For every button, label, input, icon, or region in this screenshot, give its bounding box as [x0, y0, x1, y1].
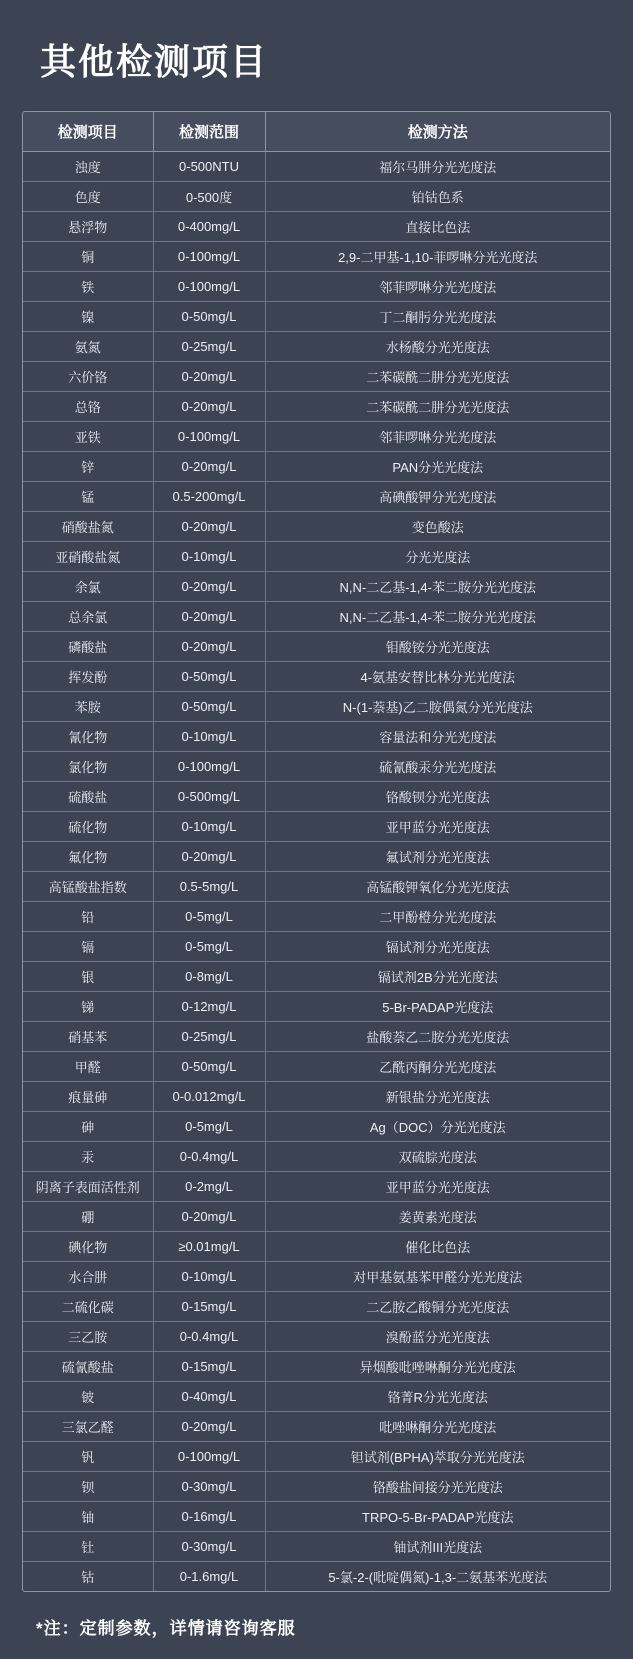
table-cell-item: 银 [23, 962, 153, 992]
table-cell-item: 水合肼 [23, 1262, 153, 1292]
table-cell-item: 磷酸盐 [23, 632, 153, 662]
table-cell-method: 铬菁R分光光度法 [265, 1382, 610, 1412]
table-cell-method: 吡唑啉酮分光光度法 [265, 1412, 610, 1442]
table-cell-range: 0-20mg/L [153, 1202, 265, 1232]
table-cell-method: 催化比色法 [265, 1232, 610, 1262]
table-cell-item: 苯胺 [23, 692, 153, 722]
table-cell-range: 0-50mg/L [153, 302, 265, 332]
table-cell-method: 二甲酚橙分光光度法 [265, 902, 610, 932]
table-cell-range: 0-30mg/L [153, 1532, 265, 1562]
table-cell-range: 0-20mg/L [153, 1412, 265, 1442]
table-row [23, 512, 610, 542]
table-cell-method: 异烟酸吡唑啉酮分光光度法 [265, 1352, 610, 1382]
table-row [23, 272, 610, 302]
table-cell-method: 铬酸钡分光光度法 [265, 782, 610, 812]
table-cell-range: 0-8mg/L [153, 962, 265, 992]
table-row [23, 1022, 610, 1052]
table-cell-item: 镉 [23, 932, 153, 962]
table-row [23, 842, 610, 872]
table-row [23, 1142, 610, 1172]
table-cell-method: 福尔马肼分光光度法 [265, 152, 610, 182]
table-cell-method: TRPO-5-Br-PADAP光度法 [265, 1502, 610, 1532]
spec-table [23, 112, 610, 1591]
table-cell-item: 铁 [23, 272, 153, 302]
page-title: 其他检测项目 [40, 41, 269, 82]
table-cell-item: 铜 [23, 242, 153, 272]
table-cell-method: 乙酰丙酮分光光度法 [265, 1052, 610, 1082]
table-cell-range: 0-10mg/L [153, 722, 265, 752]
table-row [23, 332, 610, 362]
table-cell-range: 0-100mg/L [153, 272, 265, 302]
table-cell-item: 硫酸盐 [23, 782, 153, 812]
table-row [23, 932, 610, 962]
table-header-row [23, 112, 610, 152]
table-cell-method: 分光光度法 [265, 542, 610, 572]
table-row [23, 542, 610, 572]
table-cell-method: 二苯碳酰二肼分光光度法 [265, 362, 610, 392]
table-row [23, 242, 610, 272]
table-row [23, 1322, 610, 1352]
table-cell-range: 0-20mg/L [153, 392, 265, 422]
table-cell-item: 氯化物 [23, 752, 153, 782]
table-cell-method: 新银盐分光光度法 [265, 1082, 610, 1112]
table-cell-item: 高锰酸盐指数 [23, 872, 153, 902]
table-cell-range: 0-20mg/L [153, 512, 265, 542]
table-cell-method: 盐酸萘乙二胺分光光度法 [265, 1022, 610, 1052]
table-cell-method: 亚甲蓝分光光度法 [265, 812, 610, 842]
table-cell-range: 0-16mg/L [153, 1502, 265, 1532]
table-cell-item: 二硫化碳 [23, 1292, 153, 1322]
table-row [23, 1202, 610, 1232]
table-cell-item: 钡 [23, 1472, 153, 1502]
table-row [23, 302, 610, 332]
spec-table-container [22, 111, 611, 1592]
table-row [23, 812, 610, 842]
table-cell-range: 0-0.4mg/L [153, 1142, 265, 1172]
table-cell-range: 0-100mg/L [153, 752, 265, 782]
table-cell-range: 0-0.012mg/L [153, 1082, 265, 1112]
table-cell-item: 钴 [23, 1562, 153, 1592]
table-cell-range: 0-5mg/L [153, 902, 265, 932]
table-cell-item: 钍 [23, 1532, 153, 1562]
table-cell-method: Ag（DOC）分光光度法 [265, 1112, 610, 1142]
table-row [23, 1172, 610, 1202]
table-cell-item: 硝酸盐氮 [23, 512, 153, 542]
table-cell-method: 亚甲蓝分光光度法 [265, 1172, 610, 1202]
table-cell-item: 碘化物 [23, 1232, 153, 1262]
table-cell-method: 溴酚蓝分光光度法 [265, 1322, 610, 1352]
table-cell-item: 硫化物 [23, 812, 153, 842]
table-cell-method: 氟试剂分光光度法 [265, 842, 610, 872]
table-cell-range: 0-5mg/L [153, 932, 265, 962]
table-cell-item: 铍 [23, 1382, 153, 1412]
table-cell-method: N,N-二乙基-1,4-苯二胺分光光度法 [265, 602, 610, 632]
table-row [23, 602, 610, 632]
table-cell-range: 0-15mg/L [153, 1292, 265, 1322]
table-cell-item: 砷 [23, 1112, 153, 1142]
table-cell-item: 甲醛 [23, 1052, 153, 1082]
table-row [23, 662, 610, 692]
table-cell-item: 痕量砷 [23, 1082, 153, 1112]
table-cell-method: 高锰酸钾氧化分光光度法 [265, 872, 610, 902]
table-cell-method: 5-氯-2-(吡啶偶氮)-1,3-二氨基苯光度法 [328, 1570, 548, 1586]
table-cell-range: 0-12mg/L [153, 992, 265, 1022]
table-cell-method: 直接比色法 [265, 212, 610, 242]
table-cell-method: 邻菲啰啉分光光度法 [265, 272, 610, 302]
table-cell-item: 余氯 [23, 572, 153, 602]
table-cell-method: 钽试剂(BPHA)萃取分光光度法 [265, 1442, 610, 1472]
table-cell-range: 0-400mg/L [153, 212, 265, 242]
table-cell-method: 铬酸盐间接分光光度法 [265, 1472, 610, 1502]
table-cell-method: 4-氨基安替比林分光光度法 [265, 662, 610, 692]
table-row [23, 482, 610, 512]
table-row [23, 722, 610, 752]
table-cell-item: 氰化物 [23, 722, 153, 752]
table-row [23, 1262, 610, 1292]
table-cell-item: 色度 [23, 182, 153, 212]
table-cell-method: 钼酸铵分光光度法 [265, 632, 610, 662]
table-cell-range: 0-50mg/L [153, 692, 265, 722]
table-cell-range: 0-30mg/L [153, 1472, 265, 1502]
table-row [23, 182, 610, 212]
table-cell-range: 0-100mg/L [153, 242, 265, 272]
table-cell-range: 0-20mg/L [153, 842, 265, 872]
table-row [23, 1052, 610, 1082]
table-row [23, 962, 610, 992]
table-row [23, 392, 610, 422]
table-cell-item: 三乙胺 [23, 1322, 153, 1352]
table-cell-item: 氨氮 [23, 332, 153, 362]
table-row [23, 1442, 610, 1472]
table-cell-item: 浊度 [23, 152, 153, 182]
table-cell-range: 0.5-5mg/L [153, 872, 265, 902]
table-cell-method: 镉试剂2B分光光度法 [265, 962, 610, 992]
table-cell-item: 六价铬 [23, 362, 153, 392]
table-cell-method: 二乙胺乙酸铜分光光度法 [265, 1292, 610, 1322]
table-cell-method: 对甲基氨基苯甲醛分光光度法 [265, 1262, 610, 1292]
table-cell-range: 0-20mg/L [153, 362, 265, 392]
table-cell-method: 铀试剂III光度法 [265, 1532, 610, 1562]
table-cell-item: 镍 [23, 302, 153, 332]
table-cell-method: 变色酸法 [265, 512, 610, 542]
table-cell-item: 锰 [23, 482, 153, 512]
table-cell-item: 硼 [23, 1202, 153, 1232]
table-row [23, 1532, 610, 1562]
table-header [23, 112, 610, 152]
table-cell-item: 锑 [23, 992, 153, 1022]
table-cell-item: 铀 [23, 1502, 153, 1532]
table-cell-method: 硫氰酸汞分光光度法 [265, 752, 610, 782]
table-cell-range: 0-15mg/L [153, 1352, 265, 1382]
table-row [23, 1382, 610, 1412]
table-row [23, 212, 610, 242]
table-cell-method: 丁二酮肟分光光度法 [265, 302, 610, 332]
table-cell-range: 0-25mg/L [153, 1022, 265, 1052]
table-row [23, 1112, 610, 1142]
table-cell-item: 铅 [23, 902, 153, 932]
table-cell-range: 0-1.6mg/L [153, 1562, 265, 1592]
table-row [23, 362, 610, 392]
table-row [23, 782, 610, 812]
table-cell-range: 0-10mg/L [153, 1262, 265, 1292]
table-cell-range: 0-50mg/L [153, 662, 265, 692]
table-cell-range: 0-20mg/L [153, 452, 265, 482]
table-cell-range: 0-500NTU [153, 152, 265, 182]
column-header-item: 检测项目 [23, 112, 153, 152]
table-cell-method: 双硫腙光度法 [265, 1142, 610, 1172]
table-cell-range: 0-100mg/L [153, 1442, 265, 1472]
table-cell-range: 0-100mg/L [153, 422, 265, 452]
table-cell-range: 0.5-200mg/L [153, 482, 265, 512]
table-cell-range: 0-10mg/L [153, 812, 265, 842]
table-cell-range: 0-5mg/L [153, 1112, 265, 1142]
table-row [23, 1562, 610, 1592]
table-row [23, 1412, 610, 1442]
table-cell-item: 挥发酚 [23, 662, 153, 692]
table-cell-method: 姜黄素光度法 [265, 1202, 610, 1232]
table-row [23, 572, 610, 602]
table-row [23, 752, 610, 782]
table-cell-method: N,N-二乙基-1,4-苯二胺分光光度法 [265, 572, 610, 602]
table-row [23, 1352, 610, 1382]
table-cell-range: 0-20mg/L [153, 602, 265, 632]
table-row [23, 692, 610, 722]
table-cell-range: 0-20mg/L [153, 572, 265, 602]
table-cell-range: 0-25mg/L [153, 332, 265, 362]
table-cell-item: 锌 [23, 452, 153, 482]
table-cell-item: 亚硝酸盐氮 [23, 542, 153, 572]
table-cell-range: 0-40mg/L [153, 1382, 265, 1412]
table-cell-item: 氟化物 [23, 842, 153, 872]
table-cell-item: 总余氯 [23, 602, 153, 632]
table-cell-method: 镉试剂分光光度法 [265, 932, 610, 962]
table-cell-range: 0-500mg/L [153, 782, 265, 812]
table-cell-method: 5-Br-PADAP光度法 [265, 992, 610, 1022]
table-cell-method: 2,9-二甲基-1,10-菲啰啉分光光度法 [265, 242, 610, 272]
column-header-method: 检测方法 [265, 112, 610, 152]
table-cell-item: 悬浮物 [23, 212, 153, 242]
table-row [23, 1502, 610, 1532]
table-cell-item: 总铬 [23, 392, 153, 422]
table-cell-item: 阴离子表面活性剂 [23, 1172, 153, 1202]
table-row [23, 422, 610, 452]
table-cell-method: 邻菲啰啉分光光度法 [265, 422, 610, 452]
table-row [23, 1292, 610, 1322]
table-cell-range: 0-50mg/L [153, 1052, 265, 1082]
table-cell-range: 0-10mg/L [153, 542, 265, 572]
table-cell-method: 铂钴色系 [265, 182, 610, 212]
table-cell-item: 钒 [23, 1442, 153, 1472]
table-body [23, 152, 610, 1592]
table-cell-method: 容量法和分光光度法 [265, 722, 610, 752]
table-cell-method: 高碘酸钾分光光度法 [265, 482, 610, 512]
table-cell-range: 0-2mg/L [153, 1172, 265, 1202]
table-cell-item: 亚铁 [23, 422, 153, 452]
table-cell-range: 0-0.4mg/L [153, 1322, 265, 1352]
column-header-range: 检测范围 [153, 112, 265, 152]
footer-note: *注：定制参数，详情请咨询客服 [36, 1619, 296, 1639]
table-row [23, 452, 610, 482]
table-cell-method: 水杨酸分光光度法 [265, 332, 610, 362]
table-row [23, 1232, 610, 1262]
table-cell-range: ≥0.01mg/L [153, 1232, 265, 1262]
table-cell-method: N-(1-萘基)乙二胺偶氮分光光度法 [265, 692, 610, 722]
table-row [23, 902, 610, 932]
table-row [23, 992, 610, 1022]
table-row [23, 1472, 610, 1502]
table-row [23, 152, 610, 182]
table-cell-method: 二苯碳酰二肼分光光度法 [265, 392, 610, 422]
table-cell-item: 三氯乙醛 [23, 1412, 153, 1442]
table-cell-item: 汞 [23, 1142, 153, 1172]
table-cell-range: 0-20mg/L [153, 632, 265, 662]
table-row [23, 632, 610, 662]
table-cell-item: 硝基苯 [23, 1022, 153, 1052]
table-row [23, 1082, 610, 1112]
table-cell-range: 0-500度 [153, 182, 265, 212]
table-cell-method: PAN分光光度法 [265, 452, 610, 482]
table-cell-item: 硫氰酸盐 [23, 1352, 153, 1382]
table-row [23, 872, 610, 902]
